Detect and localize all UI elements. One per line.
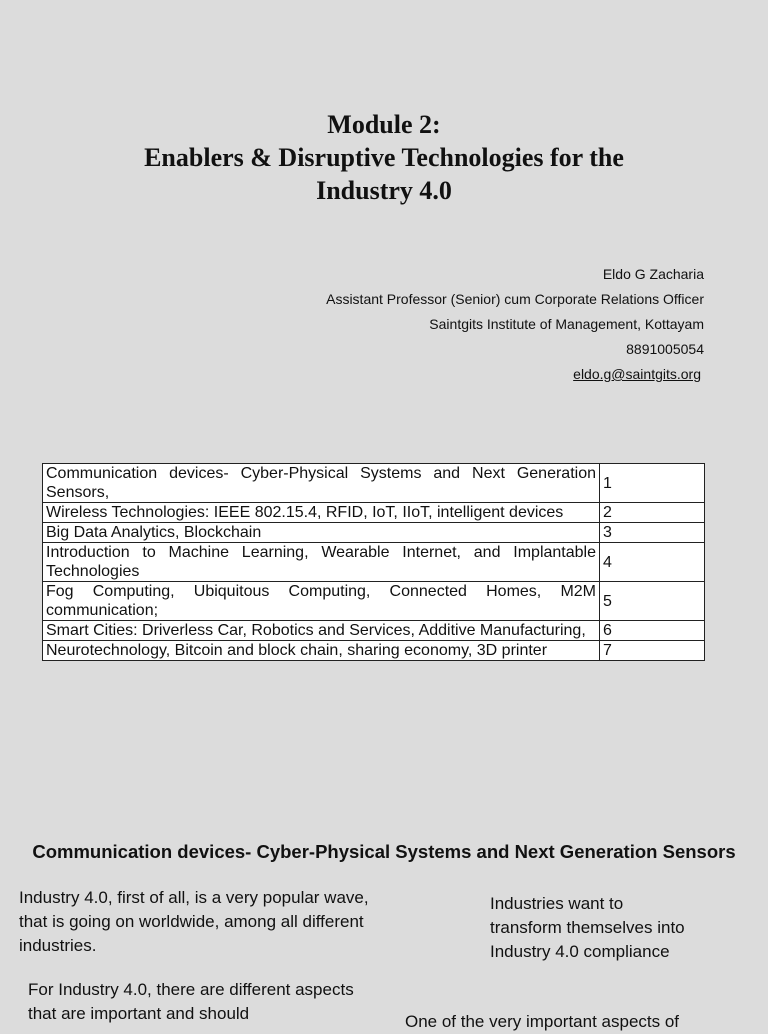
topic-cell: Neurotechnology, Bitcoin and block chain, sharing economy, 3D printer [43, 641, 600, 661]
topics-table [42, 463, 705, 661]
table-row [43, 582, 705, 621]
author-block [326, 262, 704, 387]
title-line-2: Enablers & Disruptive Technologies for the [144, 143, 624, 172]
topic-cell: Introduction to Machine Learning, Wearable Internet, and Implantable Technologies [43, 543, 600, 582]
module-number-cell: 3 [600, 523, 705, 543]
module-number-cell: 5 [600, 582, 705, 621]
title-line-1: Module 2: [327, 110, 441, 139]
author-email-link[interactable]: eldo.g@saintgits.org [573, 366, 701, 382]
table-row [43, 641, 705, 661]
table-row [43, 543, 705, 582]
paragraph-aspects: For Industry 4.0, there are different aspects that are important and should [28, 980, 354, 1023]
page-title [0, 108, 768, 207]
table-row [43, 503, 705, 523]
author-institution: Saintgits Institute of Management, Kottayam [429, 316, 704, 332]
topic-cell: Big Data Analytics, Blockchain [43, 523, 600, 543]
author-phone: 8891005054 [626, 341, 704, 357]
paragraph-transform: Industries want to transform themselves into Industry 4.0 compliance [490, 894, 685, 961]
table-row [43, 621, 705, 641]
paragraph-industry-wave: Industry 4.0, first of all, is a very popular wave, that is going on worldwide, among all different industries. [19, 888, 369, 955]
paragraph-important-aspects: One of the very important aspects of [405, 1012, 680, 1031]
module-number-cell: 7 [600, 641, 705, 661]
author-position: Assistant Professor (Senior) cum Corporate Relations Officer [326, 291, 704, 307]
title-line-3: Industry 4.0 [316, 176, 452, 205]
topic-cell: Wireless Technologies: IEEE 802.15.4, RFID, IoT, IIoT, intelligent devices [43, 503, 600, 523]
module-number-cell: 1 [600, 464, 705, 503]
topic-cell: Fog Computing, Ubiquitous Computing, Connected Homes, M2M communication; [43, 582, 600, 621]
module-number-cell: 6 [600, 621, 705, 641]
module-number-cell: 4 [600, 543, 705, 582]
table-row [43, 523, 705, 543]
section-heading: Communication devices- Cyber-Physical Systems and Next Generation Sensors [32, 841, 736, 862]
topic-cell: Smart Cities: Driverless Car, Robotics and Services, Additive Manufacturing, [43, 621, 600, 641]
author-name: Eldo G Zacharia [602, 266, 704, 282]
topic-cell: Communication devices- Cyber-Physical Systems and Next Generation Sensors, [43, 464, 600, 503]
module-number-cell: 2 [600, 503, 705, 523]
table-row [43, 464, 705, 503]
